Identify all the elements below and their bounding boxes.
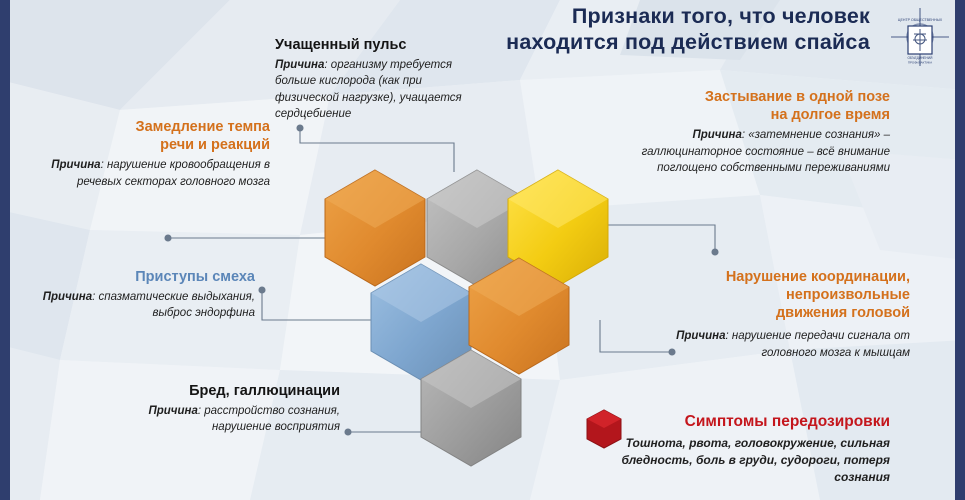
callout-freeze-cause-text: : «затемнение сознания» – галлюцинаторное состояние – всё внимание поглощено собственными переживаниями	[641, 129, 890, 174]
callout-speech-body	[20, 157, 270, 190]
callout-freeze-cause-label: Причина	[692, 129, 742, 142]
callout-freeze-heading-line-2: на долгое время	[770, 107, 890, 124]
hex-gray-bottom	[418, 348, 524, 468]
callout-pulse-heading: Учащенный пульс	[275, 37, 407, 53]
left-accent-bar	[0, 0, 10, 500]
callout-pulse	[275, 36, 485, 122]
callout-pulse-body	[275, 57, 485, 122]
svg-text:ЦЕНТР ОБЩЕСТВЕННЫХ: ЦЕНТР ОБЩЕСТВЕННЫХ	[897, 18, 943, 22]
callout-coordination-heading	[640, 268, 910, 322]
svg-text:ОБЪЕДИНЕНИЙ: ОБЪЕДИНЕНИЙ	[907, 56, 933, 60]
callout-speech-heading	[20, 118, 270, 154]
callout-laughter-cause-label: Причина	[42, 291, 93, 304]
callout-coordination-cause-label: Причина	[676, 330, 726, 343]
callout-freeze-body	[590, 127, 890, 176]
callout-delirium-cause-label: Причина	[148, 405, 198, 418]
organization-emblem-icon	[889, 6, 951, 68]
callout-overdose	[600, 412, 890, 486]
callout-coordination-heading-line-3: движения головой	[775, 305, 910, 322]
callout-pulse-cause-label: Причина	[275, 59, 325, 72]
callout-coordination	[640, 268, 910, 361]
callout-overdose-heading: Симптомы передозировки	[684, 413, 890, 430]
callout-delirium	[90, 382, 340, 436]
callout-coordination-heading-line-2: непроизвольные	[786, 287, 910, 304]
callout-freeze	[590, 88, 890, 176]
callout-laughter-cause-text: : спазматические выдыхания, выброс эндорфина	[92, 291, 255, 320]
callout-laughter-body	[30, 289, 255, 322]
callout-speech	[20, 118, 270, 190]
callout-speech-cause-label: Причина	[51, 159, 101, 172]
callout-coordination-cause-text: : нарушение передачи сигнала от головного мозга к мышцам	[725, 330, 910, 359]
callout-delirium-heading: Бред, галлюцинации	[189, 383, 340, 399]
svg-text:ПРОФИЛАКТИКА: ПРОФИЛАКТИКА	[907, 60, 933, 65]
page-title-line-1: Признаки того, что человек	[571, 4, 870, 28]
callout-freeze-heading	[590, 88, 890, 124]
callout-pulse-cause-text: : организму требуется больше кислорода (как при физической нагрузке), учащается сердцебиение	[275, 59, 462, 121]
callout-speech-heading-line-1: Замедление темпа	[135, 119, 270, 135]
callout-speech-heading-line-2: речи и реакций	[160, 137, 270, 154]
callout-coordination-heading-line-1: Нарушение координации,	[725, 269, 910, 285]
page-title	[470, 4, 870, 56]
page-title-line-2: находится под действием спайса	[506, 29, 870, 54]
callout-coordination-body	[640, 328, 910, 361]
callout-overdose-body: Тошнота, рвота, головокружение, сильная бледность, боль в груди, судороги, потеря сознания	[621, 436, 890, 485]
callout-speech-cause-text: : нарушение кровообращения в речевых секторах головного мозга	[76, 159, 270, 188]
callout-delirium-cause-text: : расстройство сознания, нарушение восприятия	[197, 405, 340, 434]
callout-freeze-heading-line-1: Застывание в одной позе	[704, 89, 890, 105]
callout-laughter	[30, 268, 255, 322]
callout-laughter-heading: Приступы смеха	[135, 269, 255, 285]
right-accent-bar	[955, 0, 965, 500]
callout-delirium-body	[90, 403, 340, 436]
